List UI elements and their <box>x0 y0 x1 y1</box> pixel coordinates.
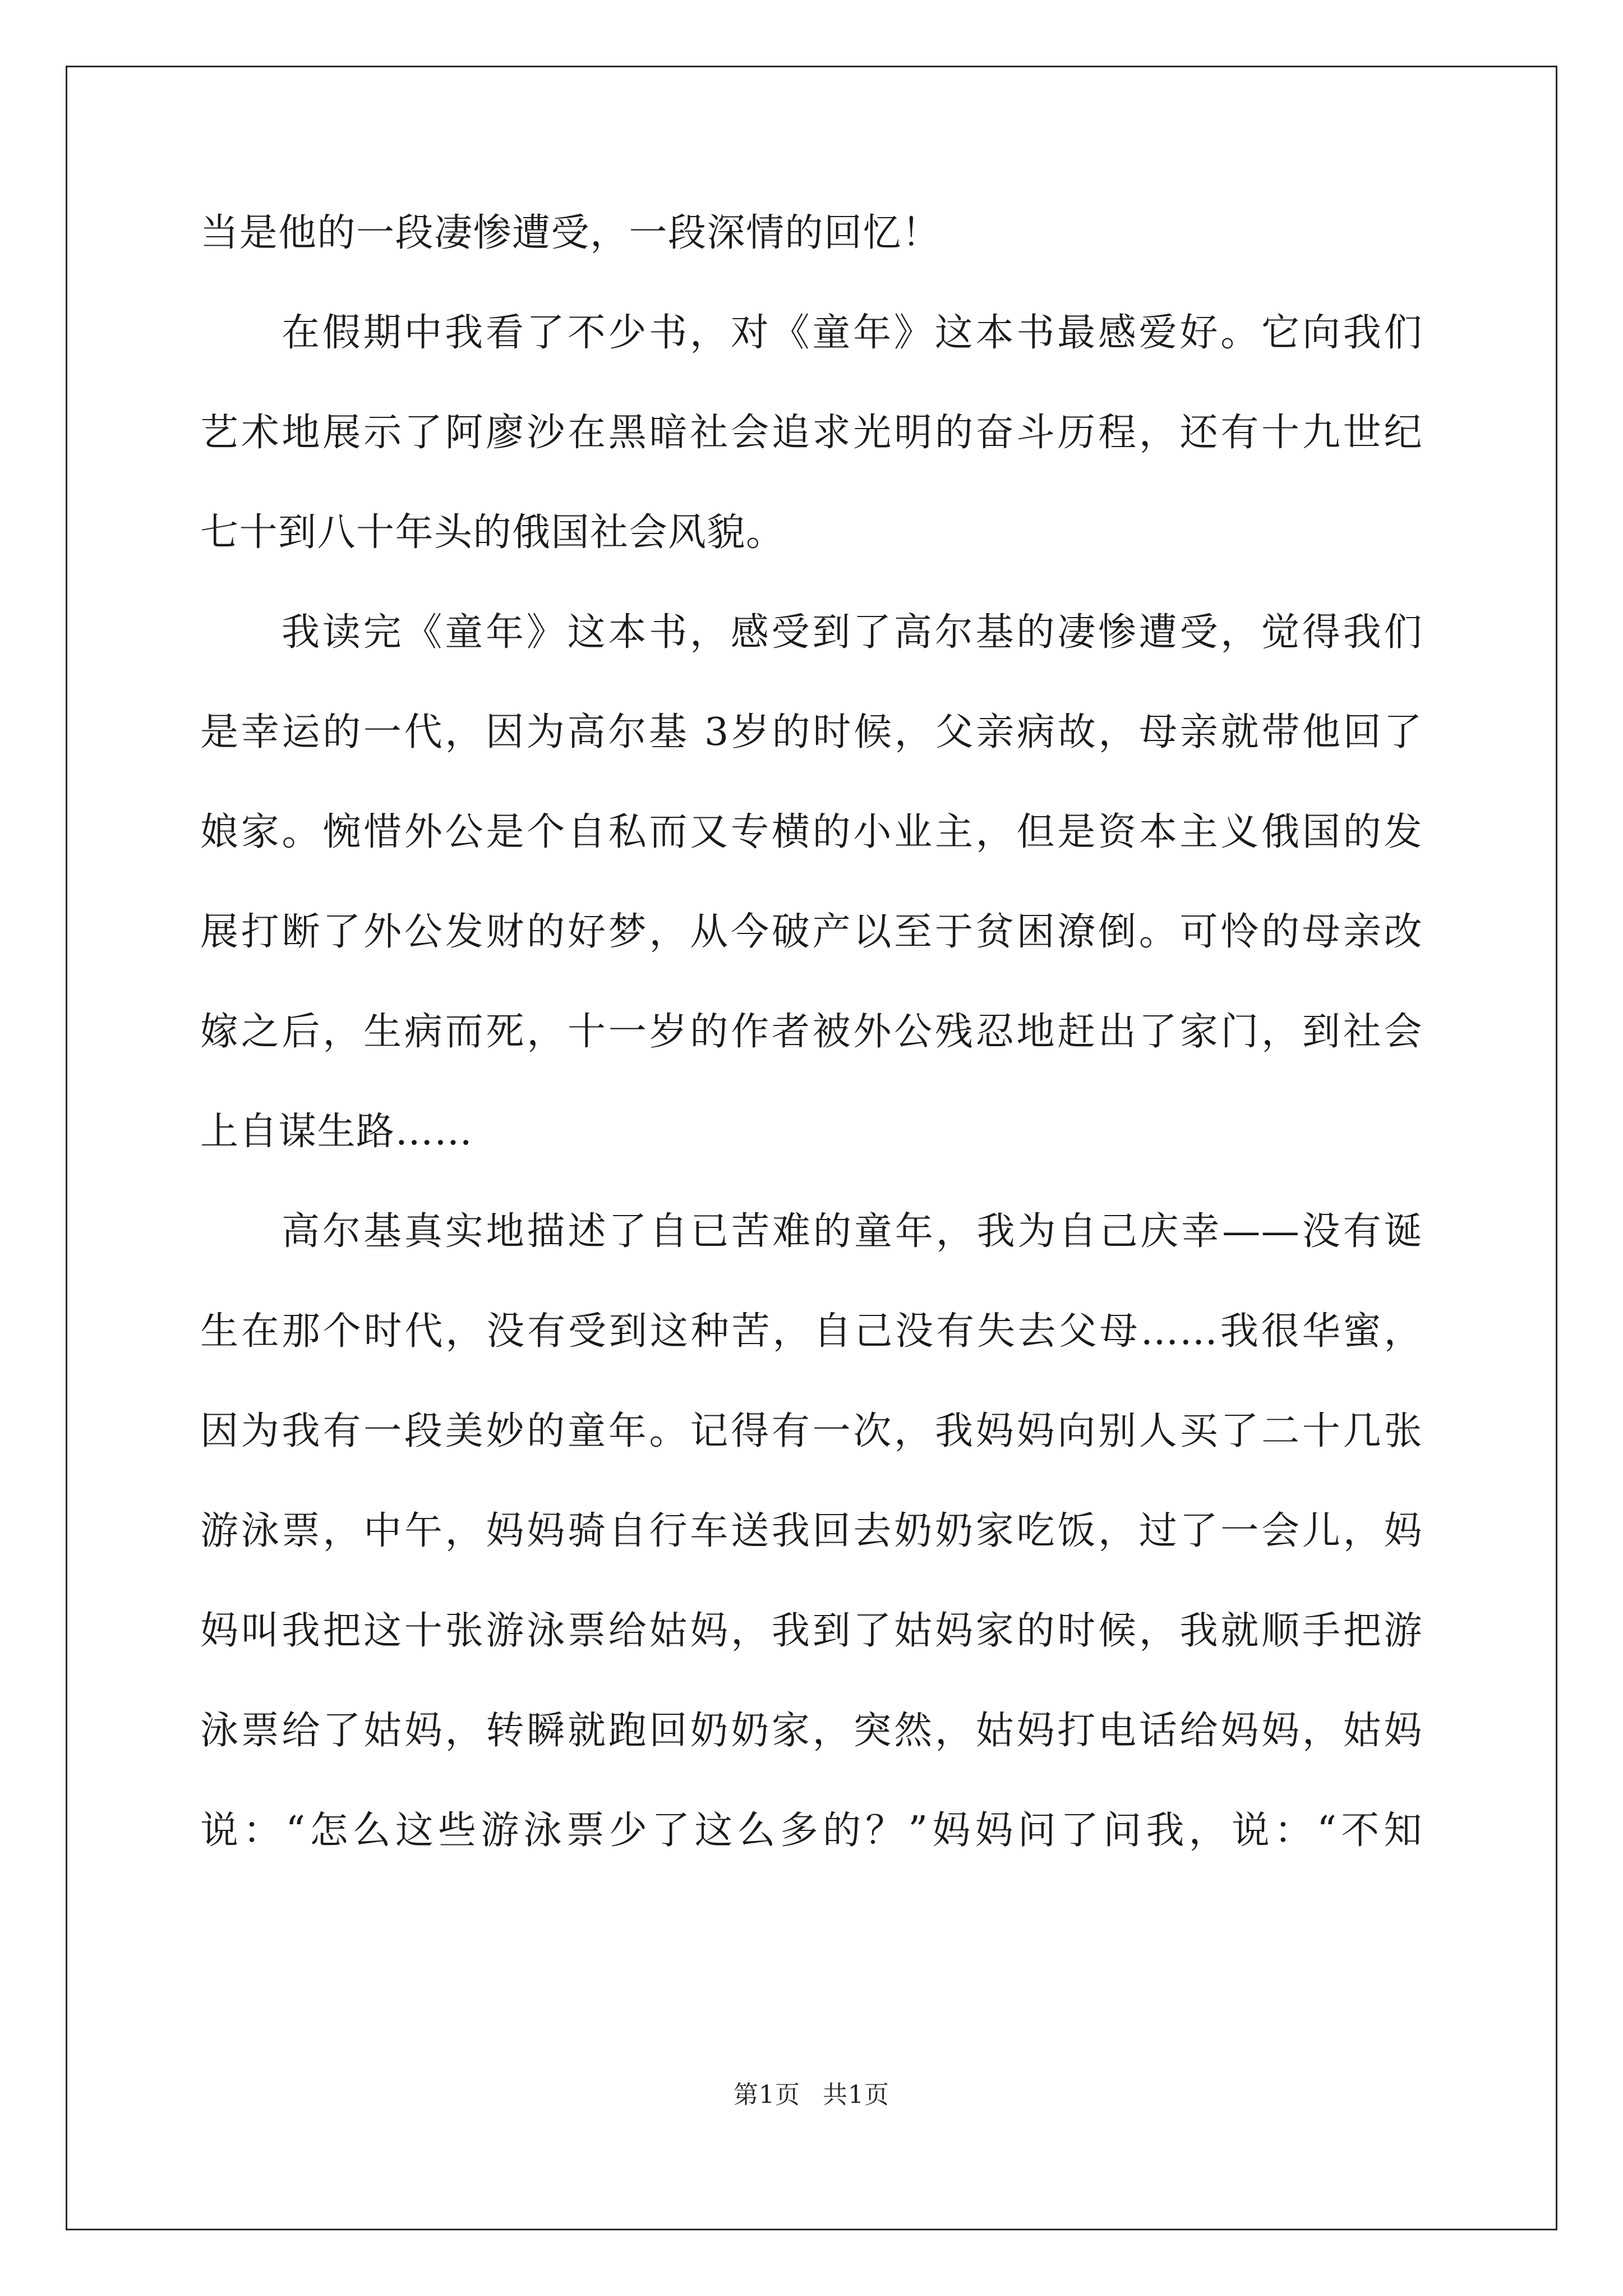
text-line: 游泳票，中午，妈妈骑自行车送我回去奶奶家吃饭，过了一会儿，妈 <box>200 1509 1423 1553</box>
paragraph-first-line: 我读完《童年》这本书，感受到了高尔基的凄惨遭受，觉得我们 <box>282 610 1423 655</box>
text-line: 是幸运的一代，因为高尔基 3岁的时候，父亲病故，母亲就带他回了 <box>200 710 1423 754</box>
text-line: 艺术地展示了阿廖沙在黑暗社会追求光明的奋斗历程，还有十九世纪 <box>200 411 1423 455</box>
text-line: 泳票给了姑妈，转瞬就跑回奶奶家，突然，姑妈打电话给妈妈，姑妈 <box>200 1709 1423 1753</box>
page-footer <box>0 2074 1623 2110</box>
paragraph-first-line: 高尔基真实地描述了自已苦难的童年，我为自己庆幸——没有诞 <box>282 1209 1423 1254</box>
text-line: 妈叫我把这十张游泳票给姑妈，我到了姑妈家的时候，我就顺手把游 <box>200 1609 1423 1653</box>
text-line: 生在那个时代，没有受到这种苦，自己没有失去父母……我很华蜜， <box>200 1309 1423 1354</box>
document-body <box>200 208 1423 1857</box>
text-line: 展打断了外公发财的好梦，从今破产以至于贫困潦倒。可怜的母亲改 <box>200 910 1423 954</box>
page-total: 共1页 <box>823 2081 889 2109</box>
text-line: 娘家。惋惜外公是个自私而又专横的小业主，但是资本主义俄国的发 <box>200 810 1423 854</box>
text-line: 嫁之后，生病而死，十一岁的作者被外公残忍地赶出了家门，到社会 <box>200 1010 1423 1054</box>
text-line: 当是他的一段凄惨遭受，一段深情的回忆！ <box>200 211 941 255</box>
text-line: 上自谋生路…… <box>200 1110 473 1154</box>
paragraph-first-line: 在假期中我看了不少书，对《童年》这本书最感爱好。它向我们 <box>282 311 1423 355</box>
text-line: 因为我有一段美妙的童年。记得有一次，我妈妈向别人买了二十几张 <box>200 1409 1423 1453</box>
page-number: 第1页 <box>734 2081 800 2109</box>
text-line: 七十到八十年头的俄国社会风貌。 <box>200 510 785 555</box>
text-line: 说：“怎么这些游泳票少了这么多的？”妈妈问了问我，说：“不知 <box>200 1809 1423 1853</box>
